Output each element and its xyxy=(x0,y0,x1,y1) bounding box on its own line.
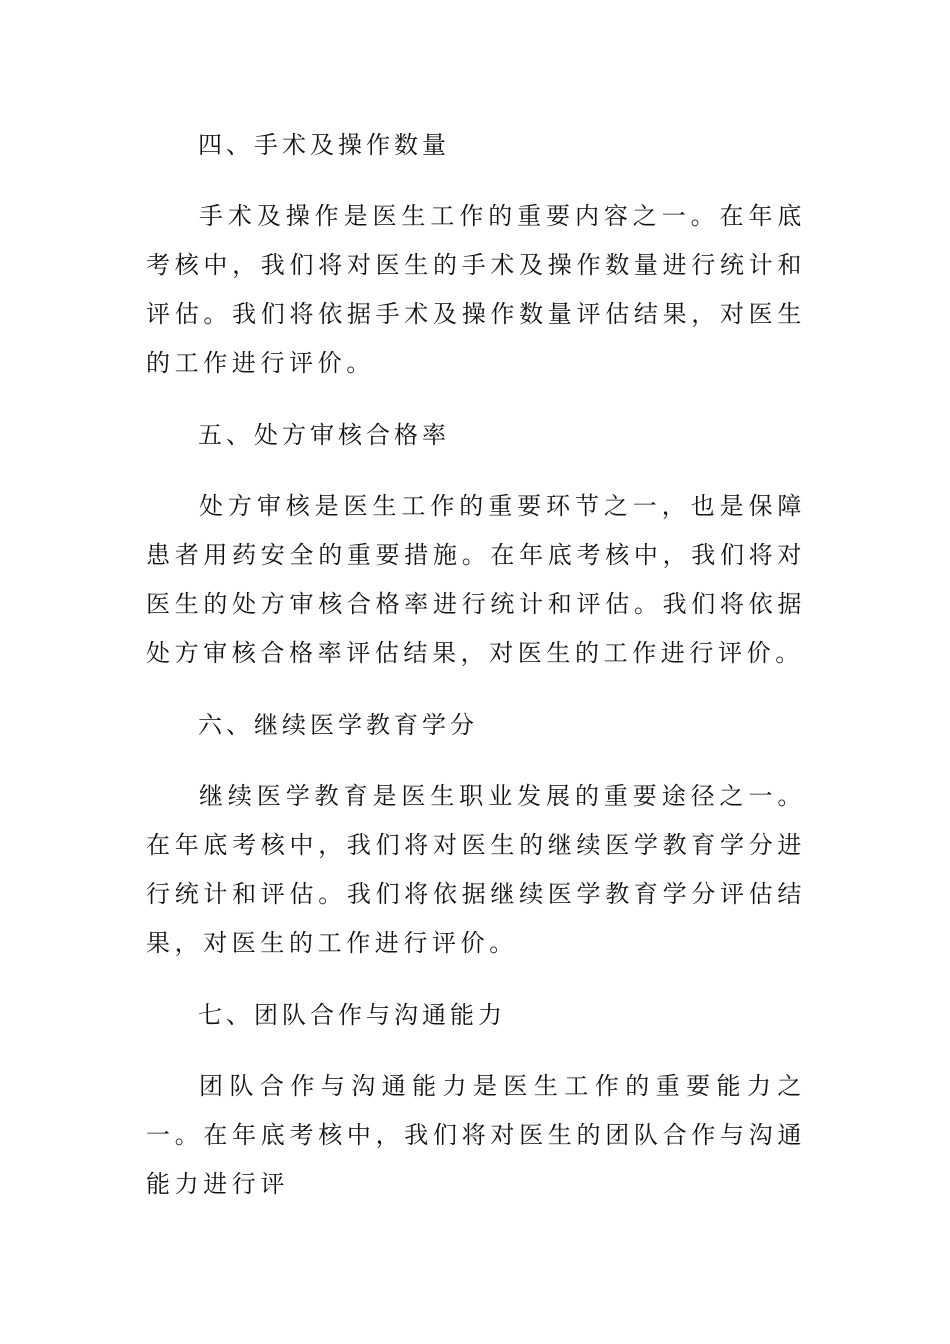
section-heading: 四、手术及操作数量 xyxy=(198,131,450,159)
section-paragraph: 继续医学教育是医生职业发展的重要途径之一。在年底考核中，我们将对医生的继续医学教育学分进行统计和评估。我们将依据继续医学教育学分评估结果，对医生的工作进行评价。 xyxy=(146,782,806,957)
section-prescription-review xyxy=(146,410,806,678)
section-heading: 六、继续医学教育学分 xyxy=(198,711,478,739)
section-teamwork xyxy=(146,990,806,1209)
section-paragraph: 团队合作与沟通能力是医生工作的重要能力之一。在年底考核中，我们将对医生的团队合作与沟通能力进行评 xyxy=(146,1072,806,1198)
section-surgery-count xyxy=(146,120,806,388)
section-heading: 七、团队合作与沟通能力 xyxy=(198,1001,506,1029)
section-continuing-education xyxy=(146,700,806,968)
section-paragraph: 处方审核是医生工作的重要环节之一，也是保障患者用药安全的重要措施。在年底考核中，我们将对医生的处方审核合格率进行统计和评估。我们将依据处方审核合格率评估结果，对医生的工作进行评价。 xyxy=(146,492,806,667)
document-page xyxy=(146,120,806,1231)
section-heading: 五、处方审核合格率 xyxy=(198,421,450,449)
section-paragraph: 手术及操作是医生工作的重要内容之一。在年底考核中，我们将对医生的手术及操作数量进行统计和评估。我们将依据手术及操作数量评估结果，对医生的工作进行评价。 xyxy=(146,202,806,377)
